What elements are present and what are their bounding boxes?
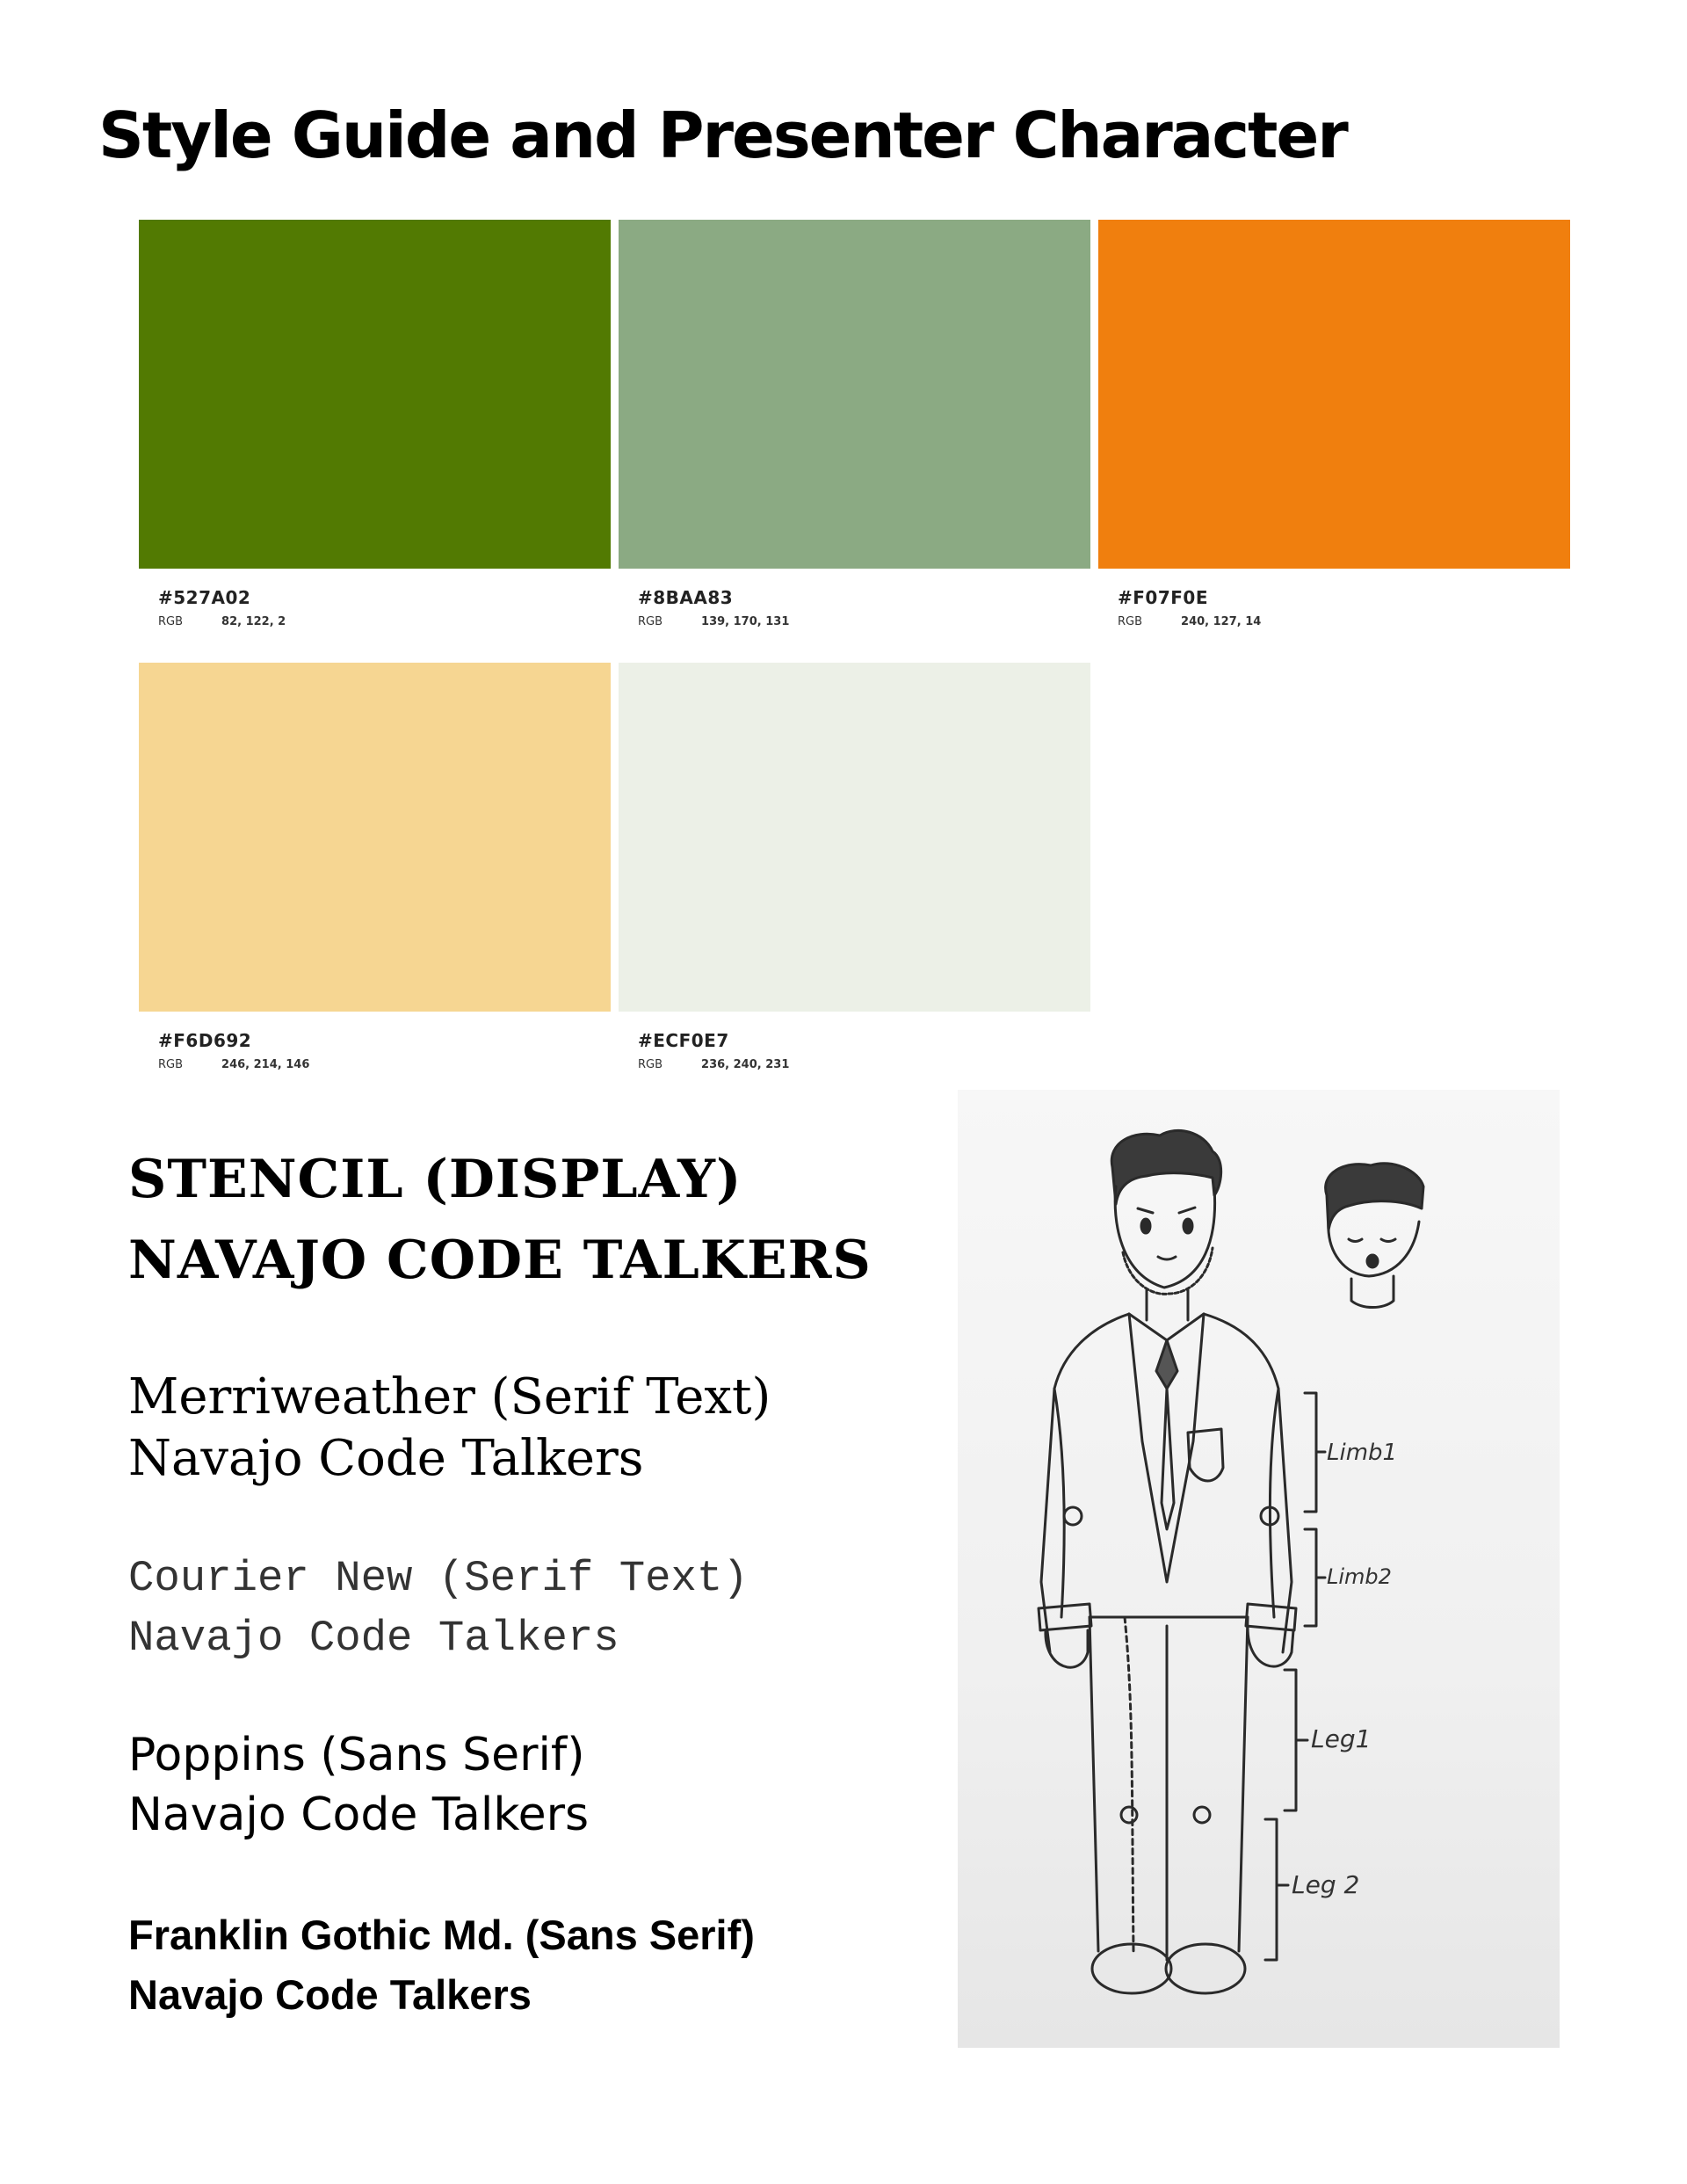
swatch-2 xyxy=(619,220,1090,628)
presenter-character-sketch xyxy=(958,1090,1560,2048)
sketch-label-leg2: Leg 2 xyxy=(1292,1870,1360,1899)
rgb-label: RGB xyxy=(158,615,184,628)
font-name: STENCIL (DISPLAY) xyxy=(128,1149,742,1210)
font-sample-poppins xyxy=(128,1725,589,1845)
font-sample-merriweather xyxy=(128,1367,771,1490)
font-name: Merriweather (Serif Text) xyxy=(128,1368,771,1426)
rgb-value: 246, 214, 146 xyxy=(221,1058,310,1071)
rgb-row xyxy=(158,1058,309,1071)
rgb-label: RGB xyxy=(638,1058,663,1071)
rgb-value: 236, 240, 231 xyxy=(701,1058,790,1071)
color-chip xyxy=(139,663,611,1012)
font-sample-text: Navajo Code Talkers xyxy=(128,1430,644,1487)
sketch-label-limb2: Limb2 xyxy=(1327,1564,1392,1589)
page-title: Style Guide and Presenter Character xyxy=(98,98,1347,172)
color-chip xyxy=(619,663,1090,1012)
rgb-row xyxy=(158,615,286,628)
font-name: Courier New (Serif Text) xyxy=(128,1554,749,1603)
swatch-4 xyxy=(139,663,611,1071)
hex-label: #F6D692 xyxy=(158,1030,252,1051)
font-sample-text: Navajo Code Talkers xyxy=(128,1614,619,1663)
color-chip xyxy=(619,220,1090,569)
font-sample-stencil xyxy=(128,1139,872,1301)
character-drawing xyxy=(958,1090,1560,2048)
hex-label: #8BAA83 xyxy=(638,587,734,608)
font-sample-franklin xyxy=(128,1905,755,2025)
color-chip xyxy=(139,220,611,569)
rgb-row xyxy=(1118,615,1261,628)
rgb-label: RGB xyxy=(638,615,663,628)
font-name: Franklin Gothic Md. (Sans Serif) xyxy=(128,1912,755,1958)
rgb-value: 82, 122, 2 xyxy=(221,615,286,628)
sketch-label-leg1: Leg1 xyxy=(1311,1724,1372,1753)
font-sample-text: NAVAJO CODE TALKERS xyxy=(128,1230,872,1291)
font-name: Poppins (Sans Serif) xyxy=(128,1729,585,1781)
rgb-label: RGB xyxy=(158,1058,184,1071)
color-chip xyxy=(1098,220,1570,569)
rgb-row xyxy=(638,1058,789,1071)
sketch-label-limb1: Limb1 xyxy=(1327,1440,1398,1466)
rgb-label: RGB xyxy=(1118,615,1143,628)
hex-label: #F07F0E xyxy=(1118,587,1208,608)
swatch-1 xyxy=(139,220,611,628)
rgb-value: 139, 170, 131 xyxy=(701,615,790,628)
hex-label: #ECF0E7 xyxy=(638,1030,729,1051)
rgb-row xyxy=(638,615,789,628)
rgb-value: 240, 127, 14 xyxy=(1181,615,1262,628)
swatch-3 xyxy=(1098,220,1570,628)
swatch-5 xyxy=(619,663,1090,1071)
font-sample-text: Navajo Code Talkers xyxy=(128,1971,532,2018)
font-sample-text: Navajo Code Talkers xyxy=(128,1789,590,1841)
font-sample-courier xyxy=(128,1549,749,1668)
hex-label: #527A02 xyxy=(158,587,251,608)
